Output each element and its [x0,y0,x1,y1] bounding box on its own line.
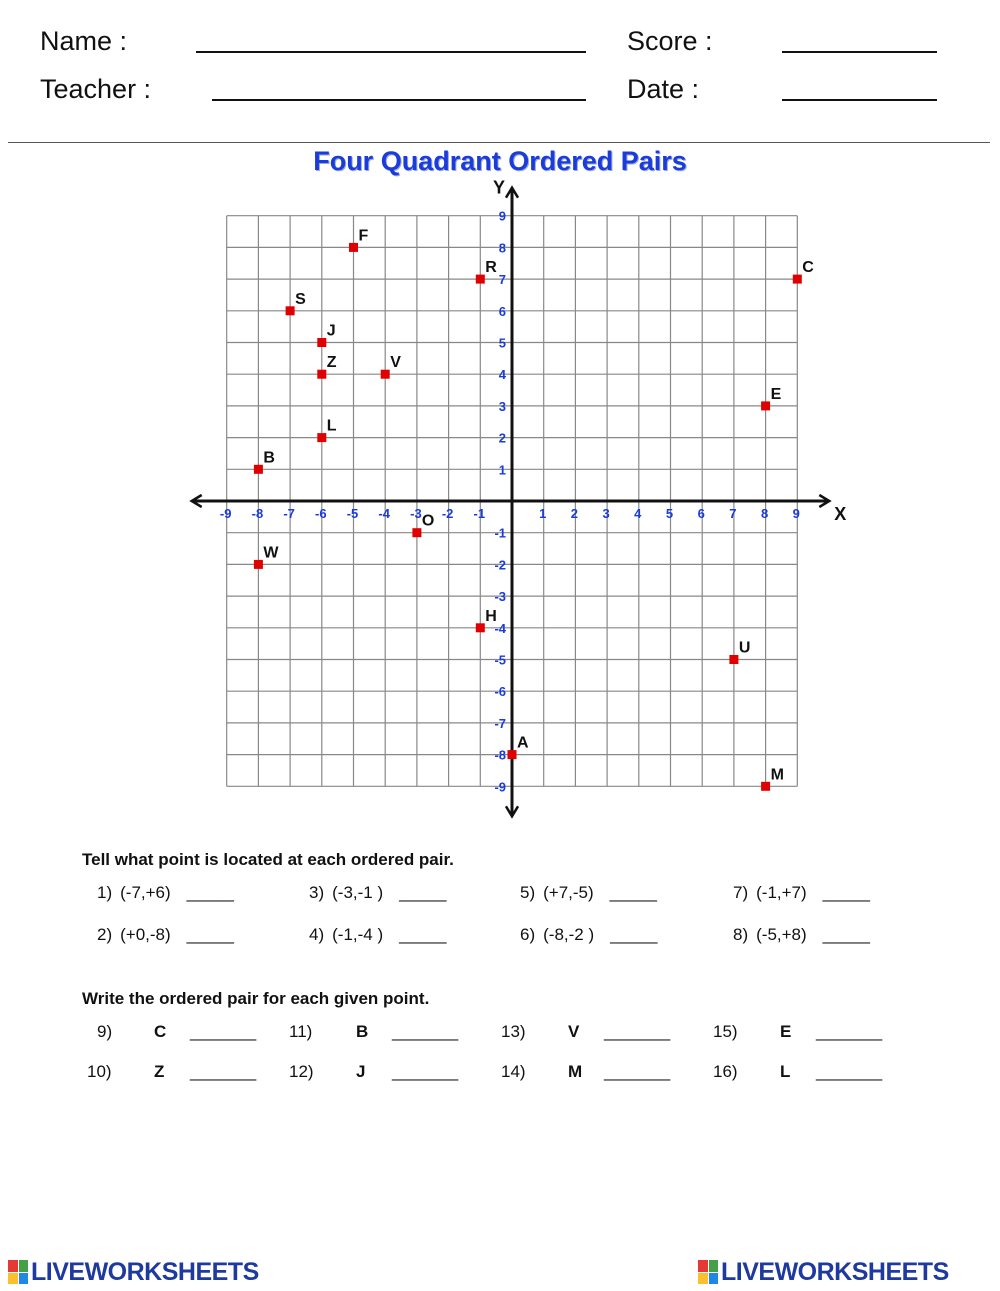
answer-blank[interactable]: _______ [392,1022,459,1041]
point-label: L [326,417,337,435]
point-label: J [326,322,336,340]
answer-blank[interactable]: _______ [190,1022,257,1041]
section2-title: Write the ordered pair for each given point. [82,989,430,1008]
answer-blank[interactable]: _______ [392,1062,459,1081]
answer-blank[interactable]: _____ [822,883,870,902]
point-question [97,1022,256,1042]
ordered-pair: (+0,-8) [120,925,171,944]
point-label: E [770,385,782,403]
y-tick-label: -9 [494,779,506,795]
question-number: 7) [733,883,749,902]
question-number: 13) [501,1022,526,1041]
x-tick-label: 6 [697,506,705,521]
answer-blank[interactable]: _______ [604,1022,671,1041]
answer-blank[interactable]: _______ [604,1062,671,1081]
y-tick-label: 8 [498,240,506,256]
point-marker [508,750,517,759]
x-tick-label: -9 [219,506,232,521]
point-marker [254,465,263,474]
point-label: R [485,259,497,277]
x-tick-label: 4 [634,506,642,521]
point-label: Z [154,1062,165,1081]
x-tick-label: -6 [315,506,327,521]
x-tick-label: 9 [792,506,800,521]
x-tick-label: 3 [602,506,610,521]
liveworksheets-logo-right [698,1258,949,1286]
y-tick-label: 5 [498,335,506,351]
point-label: F [358,227,369,245]
point-marker [317,370,326,379]
lookup-question [733,883,870,903]
point-question [289,1062,458,1082]
x-tick-label: -2 [441,506,454,521]
y-tick-label: -3 [494,589,506,605]
answer-blank[interactable]: _____ [822,925,870,944]
y-axis-label: Y [493,177,506,198]
question-number: 8) [733,925,749,944]
point-marker [254,560,263,569]
point-marker [793,275,802,284]
answer-blank[interactable]: _____ [399,925,447,944]
point-label: B [263,449,275,467]
point-marker [349,243,358,252]
x-tick-label: -8 [251,506,264,521]
point-question [501,1022,670,1042]
question-number: 10) [87,1062,112,1081]
point-label: U [738,639,751,657]
y-tick-label: -2 [494,557,506,573]
ordered-pair: (-7,+6) [120,883,171,902]
question-number: 3) [309,883,325,902]
x-axis-label: X [834,504,847,524]
point-label: M [770,766,784,784]
question-number: 11) [289,1022,313,1041]
answer-blank[interactable]: _______ [816,1062,883,1081]
x-tick-label: -4 [378,506,390,521]
x-tick-label: 2 [570,506,579,521]
point-label: C [802,259,814,277]
point-marker [761,401,770,410]
liveworksheets-logo-left [8,1258,259,1286]
answer-blank[interactable]: _____ [186,925,234,944]
x-tick-label: -3 [410,506,422,521]
point-label: A [517,734,529,752]
point-marker [729,655,738,664]
logo-mark-icon [8,1260,28,1284]
date-label: Date : [627,74,700,104]
logo-text: LIVEWORKSHEETS [31,1257,259,1286]
lookup-question [97,925,234,945]
worksheet-title: Four Quadrant Ordered Pairs [313,146,687,176]
x-tick-label: -7 [283,506,295,521]
point-marker [381,370,390,379]
point-question [713,1022,882,1042]
x-tick-label: 5 [665,506,674,521]
y-tick-label: -8 [494,747,506,763]
point-label: Z [326,354,337,372]
point-label: L [780,1062,791,1081]
y-tick-label: 6 [498,303,506,319]
point-marker [761,782,770,791]
question-number: 6) [520,925,536,944]
ordered-pair: (-8,-2 ) [543,925,595,944]
y-tick-label: -5 [494,652,506,668]
y-tick-label: 7 [498,272,506,288]
point-marker [476,623,485,632]
lookup-question [309,925,446,945]
ordered-pair: (-3,-1 ) [332,883,384,902]
answer-blank[interactable]: _____ [610,925,658,944]
point-label: J [356,1062,366,1081]
x-tick-label: 7 [729,506,737,521]
x-tick-label: -1 [473,506,486,521]
answer-blank[interactable]: _______ [816,1022,883,1041]
point-label: V [390,354,401,372]
point-label: M [568,1062,583,1081]
ordered-pair: (-1,-4 ) [332,925,384,944]
logo-text: LIVEWORKSHEETS [721,1257,949,1286]
point-label: E [780,1022,792,1041]
point-label: C [154,1022,167,1041]
x-tick-label: 8 [760,506,769,521]
ordered-pair: (-1,+7) [756,883,807,902]
point-marker [317,433,326,442]
point-marker [317,338,326,347]
question-number: 16) [713,1062,738,1081]
ordered-pair: (+7,-5) [543,883,594,902]
question-number: 15) [713,1022,738,1041]
lookup-question [733,925,870,945]
point-label: H [485,607,497,625]
teacher-label: Teacher : [40,74,152,104]
section1-title: Tell what point is located at each ordered pair. [82,850,454,869]
y-tick-label: -7 [494,715,506,731]
question-number: 12) [289,1062,314,1081]
point-label: V [568,1022,580,1041]
y-tick-label: -4 [494,620,506,636]
name-label: Name : [40,26,128,56]
point-question [501,1062,670,1082]
y-tick-label: -1 [494,525,506,541]
point-label: B [356,1022,369,1041]
question-number: 9) [97,1022,113,1041]
question-number: 2) [97,925,113,944]
ordered-pair: (-5,+8) [756,925,807,944]
point-question [87,1062,256,1082]
point-label: S [295,290,306,308]
question-number: 14) [501,1062,526,1081]
point-question [713,1062,882,1082]
answer-blank[interactable]: _____ [186,883,234,902]
x-tick-label: -5 [346,506,359,521]
point-marker [412,528,421,537]
lookup-question [520,883,657,903]
question-number: 4) [309,925,325,944]
point-label: O [421,512,435,530]
score-label: Score : [627,26,713,56]
y-tick-label: 2 [498,430,506,446]
y-tick-label: 3 [498,398,506,414]
point-marker [476,275,485,284]
y-tick-label: -6 [494,684,506,700]
lookup-question [520,925,657,945]
question-number: 5) [520,883,536,902]
answer-blank[interactable]: _____ [399,883,447,902]
lookup-question [309,883,446,903]
point-marker [286,306,295,315]
answer-blank[interactable]: _______ [190,1062,257,1081]
point-question [289,1022,458,1042]
question-number: 1) [97,883,113,902]
point-label: W [263,544,279,562]
answer-blank[interactable]: _____ [609,883,657,902]
y-tick-label: 1 [498,462,506,478]
y-tick-label: 4 [498,367,506,383]
y-tick-label: 9 [498,208,506,224]
logo-mark-icon [698,1260,718,1284]
lookup-question [97,883,234,903]
x-tick-label: 1 [539,506,547,521]
